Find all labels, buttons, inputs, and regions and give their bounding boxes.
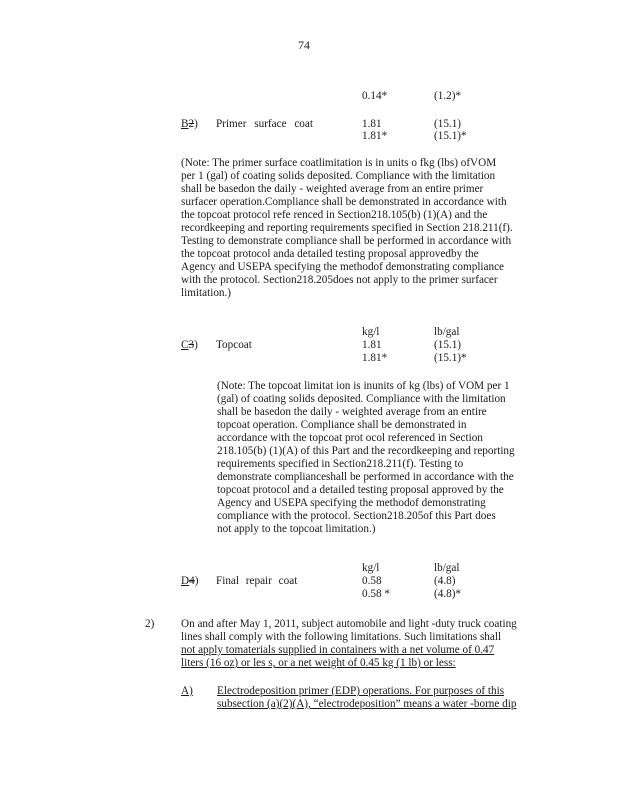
- note-line: 218.105(b) (1)(A) of this Part and the recordkeeping and reporting: [217, 445, 515, 457]
- section-number: 2): [145, 618, 155, 630]
- value-kg: 1.81: [362, 339, 382, 351]
- note-line: the topcoat protocol anda detailed testing proposal approvedby the: [181, 248, 479, 260]
- note-line: topcoat protocol and a detailed testing proposal approved by the: [217, 484, 504, 496]
- body-line: On and after May 1, 2011, subject automobile and light -duty truck coating: [181, 618, 517, 630]
- note-line: Agency and USEPA specifying the methodof demonstrating: [217, 497, 486, 509]
- note-line: surfacer operation.Compliance shall be demonstrated in accordance with: [181, 196, 507, 208]
- page-number: 74: [298, 38, 310, 52]
- item-label-d4: [181, 575, 198, 587]
- value-lb: (15.1): [434, 339, 462, 351]
- new-letter: D: [181, 575, 190, 587]
- item-label-c3: [181, 339, 198, 351]
- value-lb: (4.8)*: [434, 588, 462, 600]
- old-number: 4: [189, 575, 195, 587]
- new-letter: B: [181, 118, 189, 130]
- note-line: (Note: The primer surface coatlimitation is in units o fkg (lbs) ofVOM: [181, 157, 497, 169]
- note-line: limitation.): [181, 287, 232, 299]
- note-line: the topcoat protocol refe renced in Section218.105(b) (1)(A) and the: [181, 209, 488, 221]
- item-title-topcoat: Topcoat: [216, 339, 252, 351]
- unit-header-lb: lb/gal: [434, 562, 460, 574]
- section-2-body: [181, 618, 536, 670]
- value-lb: (4.8): [434, 575, 456, 587]
- value-kg: 0.14*: [362, 90, 388, 102]
- note-line: (Note: The topcoat limitat ion is inunits of kg (lbs) of VOM per 1: [217, 380, 510, 392]
- item-title-primer: Primer surface coat: [216, 118, 313, 130]
- value-kg: 0.58: [362, 575, 382, 587]
- note-line: requirements specified in Section218.211(f). Testing to: [217, 458, 464, 470]
- paren: ): [194, 575, 199, 587]
- inserted-text: Electrodeposition primer (EDP) operations. For purposes of this: [217, 685, 505, 697]
- paren: ): [194, 118, 198, 130]
- body-line: lines shall comply with the following limitations. Such limitations shall: [181, 631, 502, 643]
- note-line: with the protocol. Section218.205does not apply to the primer surfacer: [181, 274, 498, 286]
- inserted-text: subsection (a)(2)(A), “electrodeposition” means a water -borne dip: [217, 698, 517, 710]
- value-kg: 1.81*: [362, 130, 388, 142]
- note-line: topcoat operation. Compliance shall be demonstrated in: [217, 419, 467, 431]
- primer-note: [181, 157, 532, 300]
- unit-header-kg: kg/l: [362, 326, 380, 338]
- inserted-text: liters (16 oz) or les s, or a net weight of 0.45 kg (1 lb) or less:: [181, 657, 456, 669]
- value-lb: (15.1): [434, 118, 462, 130]
- topcoat-note: [217, 380, 535, 536]
- note-line: recordkeeping and reporting requirements specified in Section 218.211(f).: [181, 222, 513, 234]
- value-lb: (15.1)*: [434, 130, 467, 142]
- note-line: not apply to the topcoat limitation.): [217, 523, 376, 535]
- body-line: [217, 698, 537, 711]
- note-line: shall be basedon the daily - weighted average from an entire primer: [181, 183, 484, 195]
- subsection-a-body: [217, 685, 537, 711]
- value-kg: 1.81*: [362, 352, 388, 364]
- item-title-final-repair: Final repair coat: [216, 575, 298, 587]
- value-lb: (15.1)*: [434, 352, 467, 364]
- note-line: compliance with the protocol. Section218.205of this Part does: [217, 510, 496, 522]
- item-label-b2: [181, 118, 198, 130]
- body-line: [217, 685, 537, 698]
- note-line: Testing to demonstrate compliance shall be performed in accordance with: [181, 235, 512, 247]
- old-number: 3: [188, 339, 195, 351]
- paren: ): [194, 339, 198, 351]
- body-line: [181, 657, 536, 670]
- note-line: per 1 (gal) of coating solids deposited. Compliance with the limitation: [181, 170, 496, 182]
- note-line: Agency and USEPA specifying the methodof demonstrating compliance: [181, 261, 505, 273]
- note-line: demonstrate complianceshall be performed in accordance with the: [217, 471, 514, 483]
- value-lb: (1.2)*: [434, 90, 462, 102]
- note-line: shall be basedon the daily - weighted average from an entire: [217, 406, 487, 418]
- subsection-letter: A): [181, 685, 193, 697]
- old-number: 2: [188, 118, 195, 130]
- note-line: (gal) of coating solids deposited. Compliance with the limitation: [217, 393, 506, 405]
- unit-header-lb: lb/gal: [434, 326, 460, 338]
- unit-header-kg: kg/l: [362, 562, 380, 574]
- inserted-text: not apply tomaterials supplied in containers with a net volume of 0.47: [181, 644, 495, 656]
- body-line: [181, 644, 536, 657]
- value-kg: 1.81: [362, 118, 382, 130]
- new-letter: C: [181, 339, 189, 351]
- value-kg: 0.58 *: [362, 588, 390, 600]
- note-line: accordance with the topcoat prot ocol referenced in Section: [217, 432, 483, 444]
